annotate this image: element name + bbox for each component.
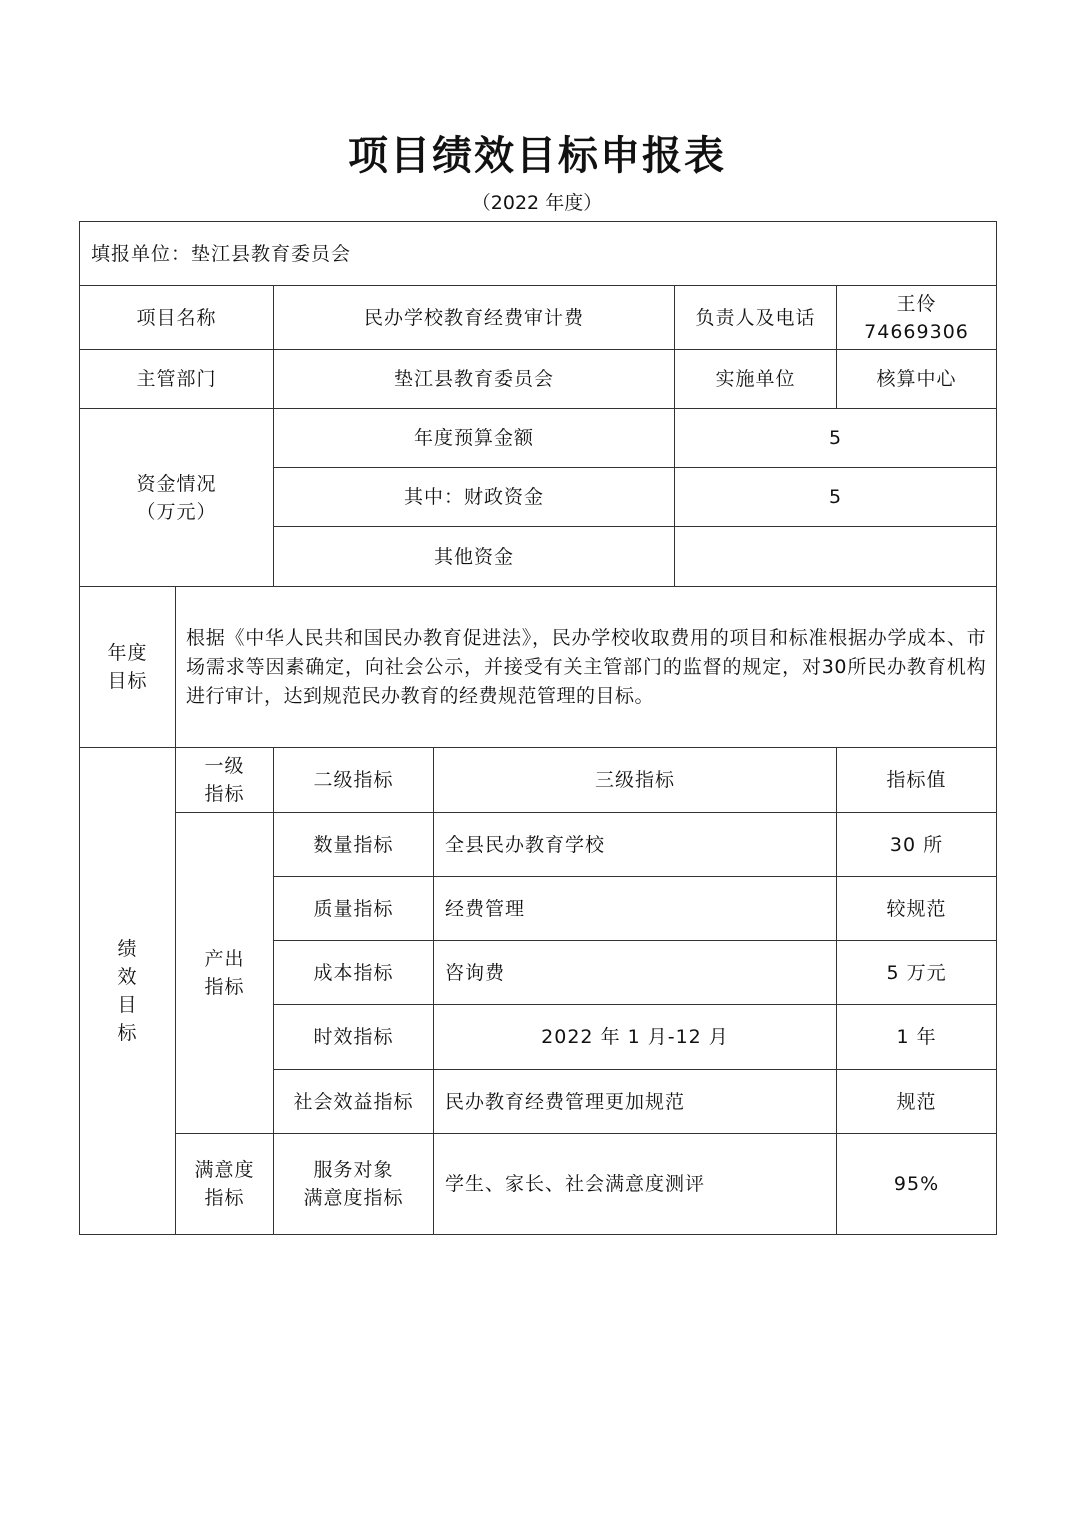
performance-goal-char: 效 <box>117 966 138 988</box>
annual-goal-label-line1: 年度 <box>107 642 148 664</box>
level1-header-line1: 一级 <box>204 755 245 777</box>
level3-cell: 全县民办教育学校 <box>434 813 837 877</box>
funds-annual-row <box>80 409 997 468</box>
performance-goal-char: 目 <box>117 994 138 1016</box>
satisfaction-label-line1: 满意度 <box>194 1159 255 1181</box>
output-indicator-label-line2: 指标 <box>204 976 245 998</box>
level2-cell: 时效指标 <box>274 1005 434 1070</box>
satisfaction-level2-line2: 满意度指标 <box>303 1187 404 1209</box>
funds-label-line2: （万元） <box>136 500 217 523</box>
performance-header-row <box>80 748 997 813</box>
other-funds-label: 其他资金 <box>274 527 675 587</box>
level2-header: 二级指标 <box>274 748 434 813</box>
indicator-value-header: 指标值 <box>837 748 997 813</box>
output-indicator-label-line1: 产出 <box>204 948 245 970</box>
indicator-value-cell: 规范 <box>837 1070 997 1134</box>
project-name-label: 项目名称 <box>80 286 274 350</box>
annual-goal-label-line2: 目标 <box>107 670 148 692</box>
filing-unit: 填报单位：垫江县教育委员会 <box>80 222 997 286</box>
level1-header-line2: 指标 <box>204 783 245 805</box>
annual-goal-label <box>80 587 176 748</box>
page-title: 项目绩效目标申报表 <box>348 132 726 179</box>
indicator-value-cell: 较规范 <box>837 877 997 941</box>
implementing-unit-label: 实施单位 <box>675 350 837 409</box>
level1-header <box>176 748 274 813</box>
page-subtitle: （2022 年度） <box>471 192 603 214</box>
department-value: 垫江县教育委员会 <box>274 350 675 409</box>
performance-goal-label <box>80 748 176 1235</box>
satisfaction-indicator-label <box>176 1134 274 1235</box>
indicator-value-cell: 5 万元 <box>837 941 997 1005</box>
department-label: 主管部门 <box>80 350 274 409</box>
level2-cell: 数量指标 <box>274 813 434 877</box>
indicator-value-cell: 30 所 <box>837 813 997 877</box>
funds-label <box>80 409 274 587</box>
annual-budget-label: 年度预算金额 <box>274 409 675 468</box>
project-name-value: 民办学校教育经费审计费 <box>274 286 675 350</box>
report-table <box>79 221 997 1235</box>
department-row <box>80 350 997 409</box>
satisfaction-level2-line1: 服务对象 <box>313 1159 394 1181</box>
level3-cell: 2022 年 1 月-12 月 <box>434 1005 837 1070</box>
annual-budget-value: 5 <box>675 409 997 468</box>
other-funds-value <box>675 527 997 587</box>
level2-cell: 成本指标 <box>274 941 434 1005</box>
project-name-row <box>80 286 997 350</box>
output-indicator-label <box>176 813 274 1134</box>
annual-goal-text: 根据《中华人民共和国民办教育促进法》，民办学校收取费用的项目和标准根据办学成本、市场需求等因素确定，向社会公示，并接受有关主管部门的监督的规定，对30所民办教育机构进行审计，达到规范民办教育的经费规范管理的目标。 <box>176 587 997 748</box>
level2-cell: 质量指标 <box>274 877 434 941</box>
fiscal-funds-label: 其中：财政资金 <box>274 468 675 527</box>
annual-goal-row <box>80 587 997 748</box>
contact-value: 王伶 74669306 <box>837 286 997 350</box>
indicator-value-cell: 1 年 <box>837 1005 997 1070</box>
satisfaction-value-cell: 95% <box>837 1134 997 1235</box>
level3-cell: 咨询费 <box>434 941 837 1005</box>
satisfaction-level3-cell: 学生、家长、社会满意度测评 <box>434 1134 837 1235</box>
performance-goal-char: 绩 <box>117 938 138 960</box>
satisfaction-row <box>80 1134 997 1235</box>
level3-cell: 经费管理 <box>434 877 837 941</box>
level2-cell: 社会效益指标 <box>274 1070 434 1134</box>
implementing-unit-value: 核算中心 <box>837 350 997 409</box>
fiscal-funds-value: 5 <box>675 468 997 527</box>
contact-label: 负责人及电话 <box>675 286 837 350</box>
indicator-row <box>80 813 997 877</box>
level3-header: 三级指标 <box>434 748 837 813</box>
satisfaction-level2-cell <box>274 1134 434 1235</box>
filing-unit-row <box>80 222 997 286</box>
performance-goal-char: 标 <box>117 1022 138 1044</box>
level3-cell: 民办教育经费管理更加规范 <box>434 1070 837 1134</box>
funds-label-line1: 资金情况 <box>136 472 217 495</box>
satisfaction-label-line2: 指标 <box>204 1187 245 1209</box>
